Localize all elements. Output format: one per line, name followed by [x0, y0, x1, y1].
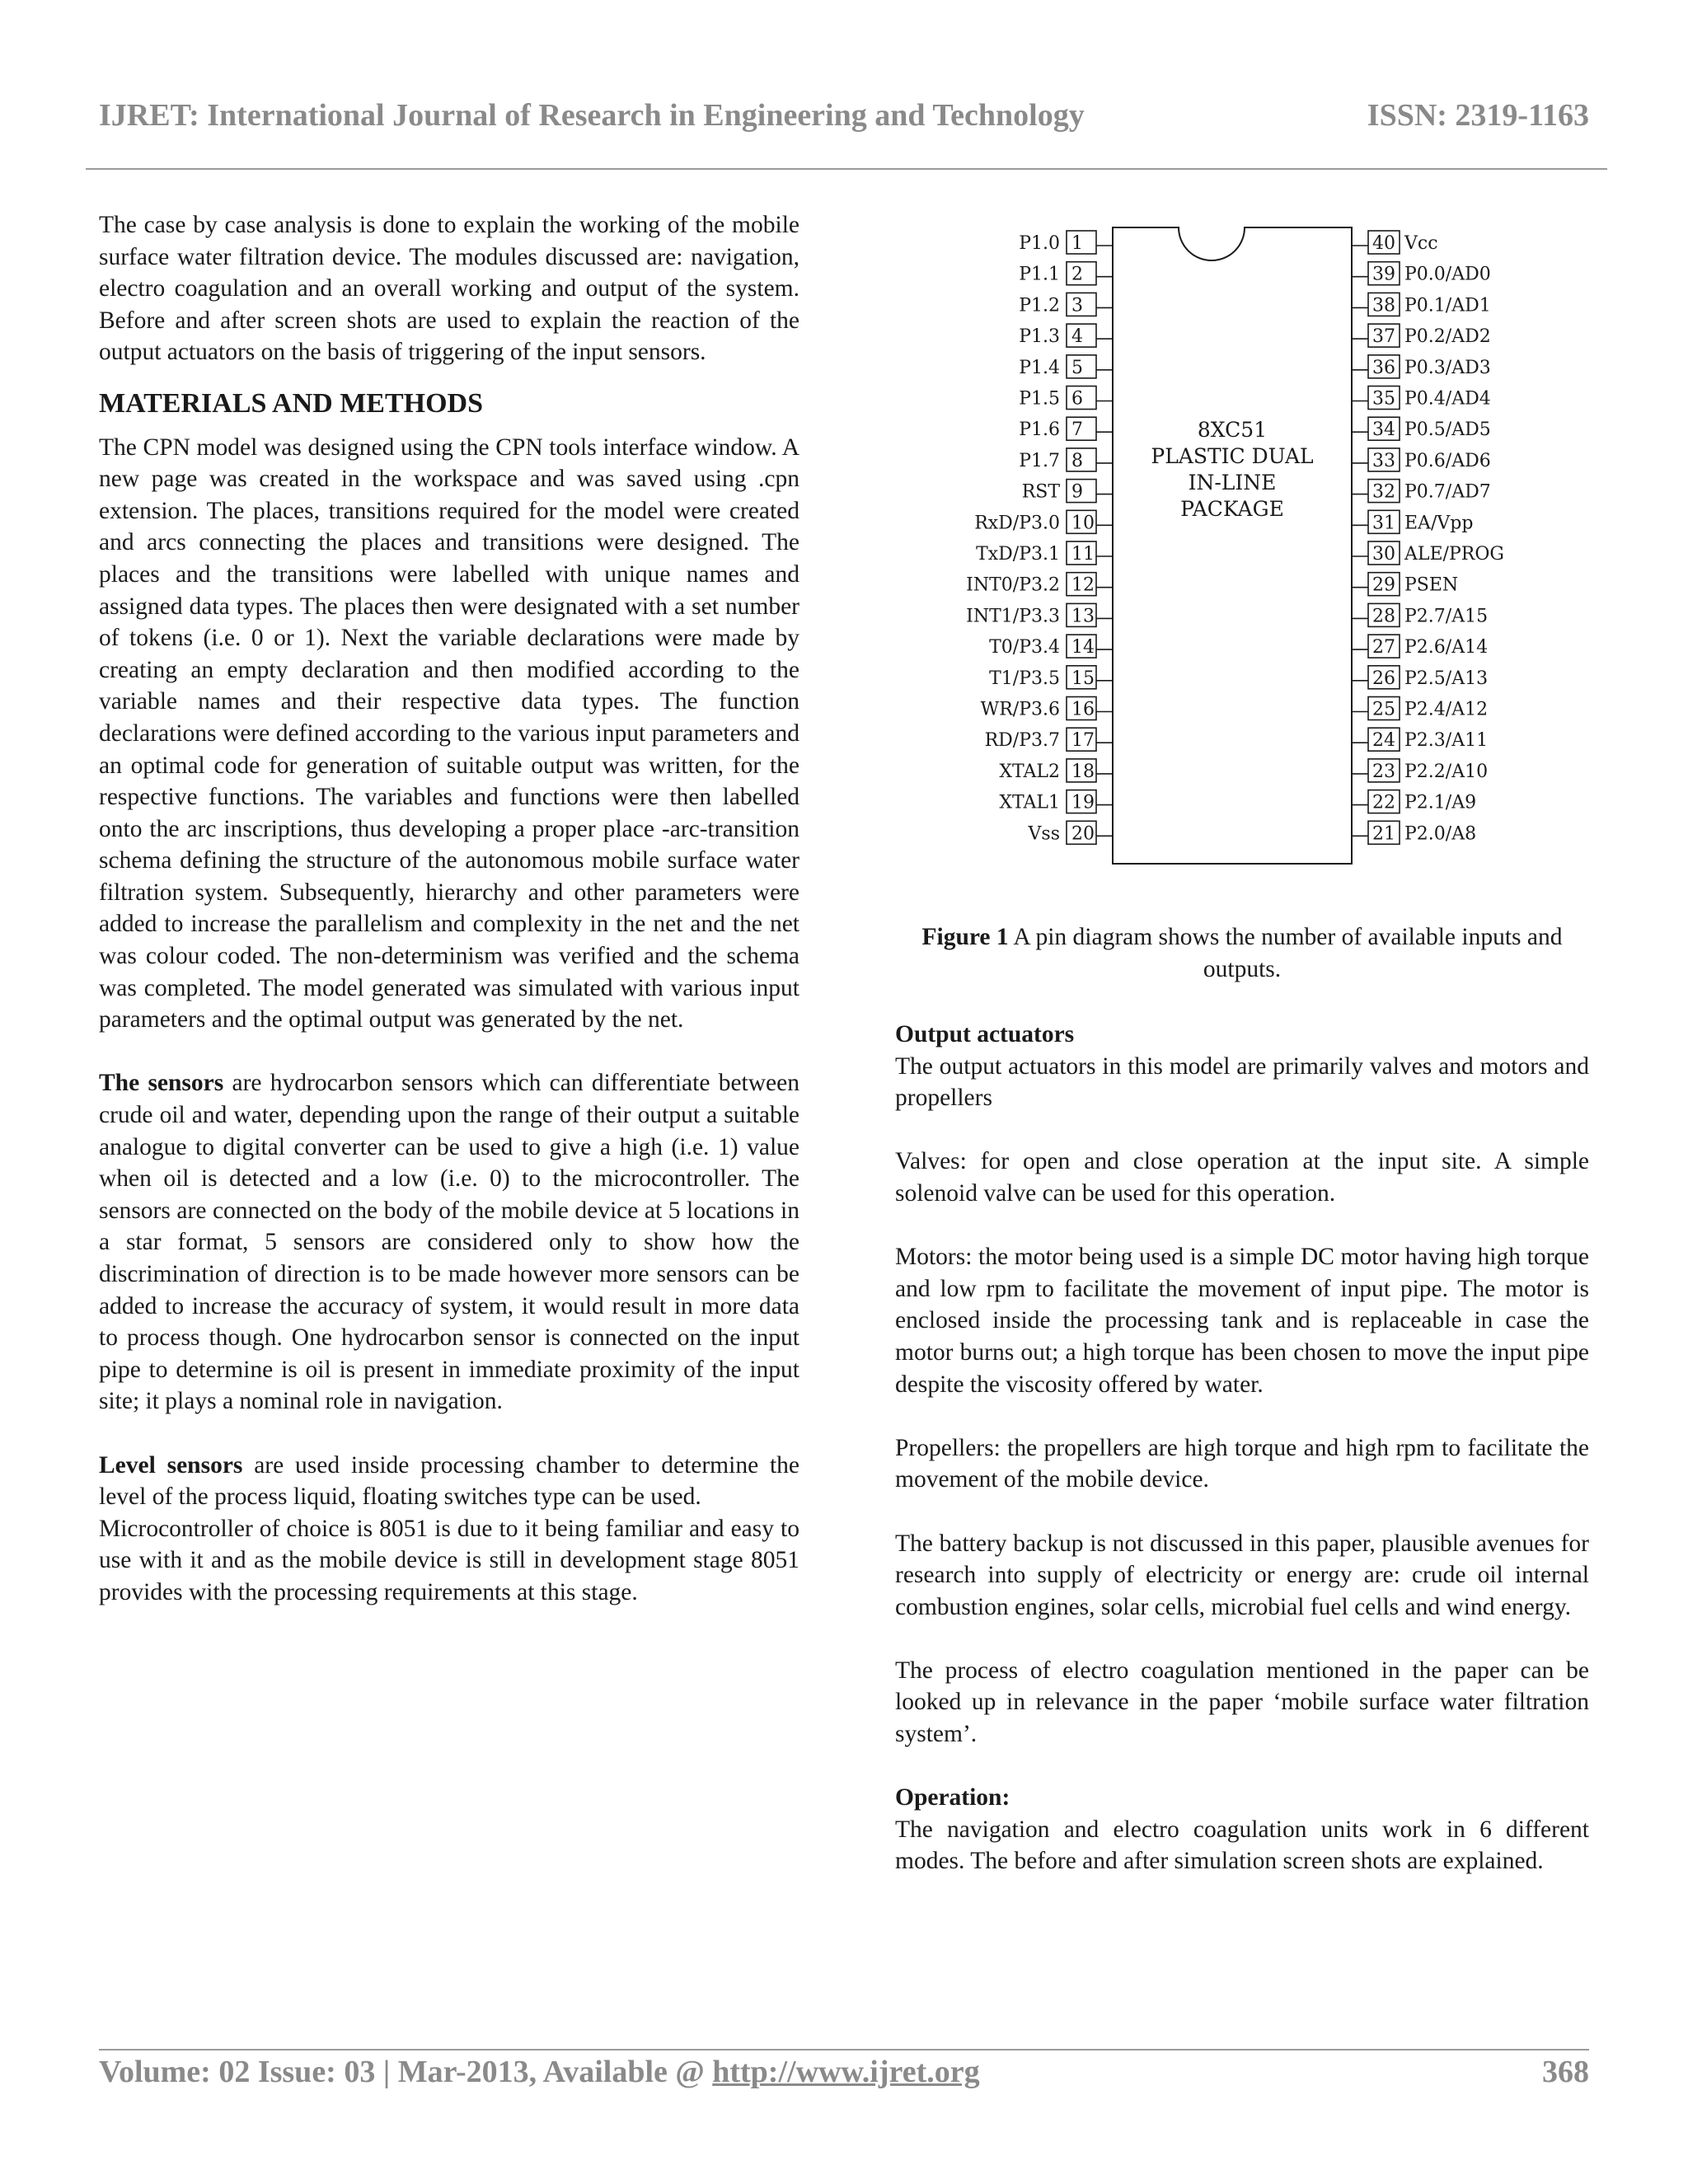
pin-label: P1.0 — [1019, 233, 1060, 254]
pin-number: 25 — [1372, 699, 1395, 720]
pin-label: INT0/P3.2 — [966, 574, 1060, 596]
pin-number: 33 — [1372, 450, 1395, 471]
pin-label: Vss — [1028, 823, 1060, 845]
level-sensors-lead: Level sensors — [99, 1451, 243, 1479]
battery-paragraph: The battery backup is not discussed in this paper, plausible avenues for research into supply of electricity or energy are: crude oil internal combustion engines, solar cells, microbial fuel cells and wind energy. — [895, 1530, 1589, 1620]
pin-label: P0.6/AD6 — [1404, 450, 1491, 471]
pin-number: 30 — [1372, 544, 1395, 565]
pin-label: P1.5 — [1019, 388, 1060, 410]
header-divider — [86, 168, 1607, 170]
left-pins — [966, 231, 1113, 844]
pin-number: 26 — [1372, 668, 1395, 689]
pin-number: 5 — [1071, 357, 1083, 378]
pin-number: 22 — [1372, 792, 1395, 813]
pin-number: 15 — [1071, 668, 1095, 689]
pin-label: P2.2/A10 — [1404, 761, 1489, 782]
pin-label: RD/P3.7 — [984, 730, 1060, 752]
pin-label: T0/P3.4 — [989, 637, 1060, 658]
pin-label: P1.1 — [1019, 264, 1060, 285]
pin-number: 34 — [1372, 419, 1395, 441]
pin-label: ALE/PROG — [1404, 544, 1504, 565]
pin-number: 12 — [1071, 574, 1095, 596]
pin-number: 14 — [1071, 637, 1095, 658]
pin-number: 8 — [1071, 450, 1083, 471]
pin-number: 23 — [1372, 761, 1395, 782]
pin-number: 28 — [1372, 606, 1395, 627]
pin-number: 3 — [1071, 295, 1083, 316]
pin-label: EA/Vpp — [1404, 513, 1474, 534]
issn: ISSN: 2319-1163 — [1367, 98, 1589, 133]
pin-label: WR/P3.6 — [980, 699, 1060, 720]
pin-number: 16 — [1071, 699, 1095, 720]
pin-number: 38 — [1372, 295, 1395, 316]
pin-number: 20 — [1071, 823, 1095, 845]
pin-label: XTAL2 — [999, 761, 1060, 782]
pin-label: Vcc — [1404, 233, 1438, 254]
volume-info — [99, 2054, 980, 2090]
pin-label: P2.0/A8 — [1404, 823, 1477, 845]
pin-number: 31 — [1372, 513, 1395, 534]
right-pins — [1352, 231, 1504, 844]
level-sensors-paragraph — [99, 1450, 799, 1513]
pin-label: RST — [1021, 481, 1060, 503]
sensors-paragraph — [99, 1067, 799, 1418]
pin-label: P1.4 — [1019, 357, 1060, 378]
pin-number: 19 — [1071, 792, 1095, 813]
pin-number: 40 — [1372, 233, 1395, 254]
sensors-lead: The sensors — [99, 1070, 224, 1097]
pin-label: P1.3 — [1019, 326, 1060, 348]
pin-label: P0.3/AD3 — [1404, 357, 1491, 378]
caption-lead: Figure 1 — [921, 924, 1009, 950]
volume-text: Volume: 02 Issue: 03 | Mar-2013, Available @ — [99, 2055, 713, 2089]
actuators-intro: The output actuators in this model are primarily valves and motors and propellers — [895, 1052, 1589, 1112]
pin-number: 18 — [1071, 761, 1095, 782]
pin-number: 4 — [1071, 326, 1083, 348]
process-paragraph: The process of electro coagulation mentioned in the paper can be looked up in relevance in the paper ‘mobile surface water filtration system’. — [895, 1657, 1589, 1748]
pin-label: P0.0/AD0 — [1404, 264, 1491, 285]
chip-label-line: 8XC51 — [1197, 418, 1268, 442]
left-column — [99, 209, 799, 1609]
pin-number: 37 — [1372, 326, 1395, 348]
journal-link[interactable]: http://www.ijret.org — [712, 2055, 980, 2089]
pin-number: 21 — [1372, 823, 1395, 845]
running-header — [99, 97, 1589, 143]
pin-label: RxD/P3.0 — [974, 513, 1060, 534]
pin-diagram — [940, 223, 1533, 874]
pin-label: P2.1/A9 — [1404, 792, 1477, 813]
level-sensors-text: are used inside processing chamber to determine the level of the process liquid, floating switches type can be used. — [99, 1451, 800, 1511]
caption-text: A pin diagram shows the number of available inputs and outputs. — [1008, 924, 1563, 982]
journal-title: IJRET: International Journal of Research in Engineering and Technology — [99, 98, 1085, 133]
pin-label: P1.6 — [1019, 419, 1060, 441]
sensors-text: are hydrocarbon sensors which can differentiate between crude oil and water, depending upon the range of their output a suitable analogue to digital converter can be used to give a high (i.e. 1) value when oil is detected and a low (i.e. 0) to the microcontroller. The sensors are connected on the body of the mobile device at 5 locations in a star format, 5 sensors are considered only to show how the discrimination of direction is to be made however more sensors can be added to increase the accuracy of system, it would result in more data to process though. One hydrocarbon sensor is connected on the input pipe to determine is oil is present in immediate proximity of the input site; it plays a nominal role in navigation. — [99, 1070, 799, 1415]
pin-number: 39 — [1372, 264, 1395, 285]
microcontroller-paragraph: Microcontroller of choice is 8051 is due to it being familiar and easy to use with it and as the mobile device is still in development stage 8051 provides with the processing requirements at this stage. — [99, 1515, 799, 1605]
pin-label: INT1/P3.3 — [966, 606, 1060, 627]
running-footer — [99, 2054, 1589, 2103]
pin-number: 11 — [1071, 544, 1095, 565]
chip-label-line: IN-LINE — [1188, 471, 1277, 494]
operation-heading: Operation: — [895, 1784, 1010, 1811]
right-column — [895, 1019, 1589, 1877]
propellers-paragraph: Propellers: the propellers are high torque and high rpm to facilitate the movement of the mobile device. — [895, 1434, 1589, 1493]
pin-label: PSEN — [1404, 574, 1459, 596]
pin-number: 27 — [1372, 637, 1395, 658]
pin-number: 10 — [1071, 513, 1095, 534]
pin-label: P2.5/A13 — [1404, 668, 1489, 689]
chip-label-line: PLASTIC DUAL — [1151, 444, 1314, 468]
page-number: 368 — [1542, 2055, 1589, 2089]
pin-label: P2.3/A11 — [1404, 730, 1489, 752]
pin-number: 9 — [1071, 481, 1083, 503]
pin-number: 1 — [1071, 233, 1083, 254]
intro-paragraph: The case by case analysis is done to explain the working of the mobile surface water filtration device. The modules discussed are: navigation, electro coagulation and an overall working and output of the system. Before and after screen shots are used to explain the reaction of the output actuators on the basis of triggering of the input sensors. — [99, 212, 799, 366]
pin-number: 2 — [1071, 264, 1083, 285]
pin-label: P1.2 — [1019, 295, 1060, 316]
pin-label: P0.7/AD7 — [1404, 481, 1491, 503]
figure-caption — [895, 921, 1589, 985]
pin-number: 36 — [1372, 357, 1395, 378]
pin-label: P2.7/A15 — [1404, 606, 1489, 627]
pin-number: 24 — [1372, 730, 1395, 752]
pin-number: 17 — [1071, 730, 1095, 752]
chip-body — [1113, 227, 1352, 864]
pin-label: TxD/P3.1 — [976, 544, 1060, 565]
pin-label: T1/P3.5 — [989, 668, 1060, 689]
pin-number: 29 — [1372, 574, 1395, 596]
pin-number: 32 — [1372, 481, 1395, 503]
methods-paragraph: The CPN model was designed using the CPN tools interface window. A new page was created in the workspace and was saved using .cpn extension. The places, transitions required for the model were created and arcs connecting the places and transitions were designed. The places and the transitions were labelled with unique names and assigned data types. The places then were designated with a set number of tokens (i.e. 0 or 1). Next the variable declarations were made by creating an empty declaration and then modified according to the variable names and their respective data types. The function declarations were defined according to the various input parameters and an optimal code for generation of suitable output was written, for the respective functions. The variables and functions were then labelled onto the arc inscriptions, thus developing a proper place -arc-transition schema defining the structure of the autonomous mobile surface water filtration system. Subsequently, hierarchy and other parameters were added to increase the parallelism and complexity in the net and the net was colour coded. The non-determinism was verified and the schema was completed. The model generated was simulated with various input parameters and the optimal output was generated by the net. — [99, 434, 799, 1033]
operation-paragraph: The navigation and electro coagulation units work in 6 different modes. The before and after simulation screen shots are explained. — [895, 1816, 1589, 1875]
pin-label: P2.6/A14 — [1404, 637, 1489, 658]
pin-label: P0.4/AD4 — [1404, 388, 1491, 410]
pin-label: P2.4/A12 — [1404, 699, 1489, 720]
pin-number: 6 — [1071, 388, 1083, 410]
chip-label-line: PACKAGE — [1180, 497, 1284, 521]
pin-label: P0.5/AD5 — [1404, 419, 1491, 441]
pin-label: P0.2/AD2 — [1404, 326, 1491, 348]
valves-paragraph: Valves: for open and close operation at the input site. A simple solenoid valve can be used for this operation. — [895, 1148, 1589, 1207]
pin-number: 13 — [1071, 606, 1095, 627]
pin-number: 35 — [1372, 388, 1395, 410]
pin-number: 7 — [1071, 419, 1083, 441]
footer-divider — [99, 2049, 1589, 2050]
pin-label: P1.7 — [1019, 450, 1060, 471]
pin-diagram-figure — [940, 223, 1533, 874]
actuators-heading: Output actuators — [895, 1021, 1075, 1047]
section-heading: MATERIALS AND METHODS — [99, 387, 483, 419]
motors-paragraph: Motors: the motor being used is a simple DC motor having high torque and low rpm to facilitate the movement of input pipe. The motor is enclosed inside the processing tank and is replaceable in case the motor burns out; a high torque has been chosen to move the input pipe despite the viscosity offered by water. — [895, 1244, 1589, 1398]
pin-label: XTAL1 — [999, 792, 1060, 813]
pin-label: P0.1/AD1 — [1404, 295, 1491, 316]
